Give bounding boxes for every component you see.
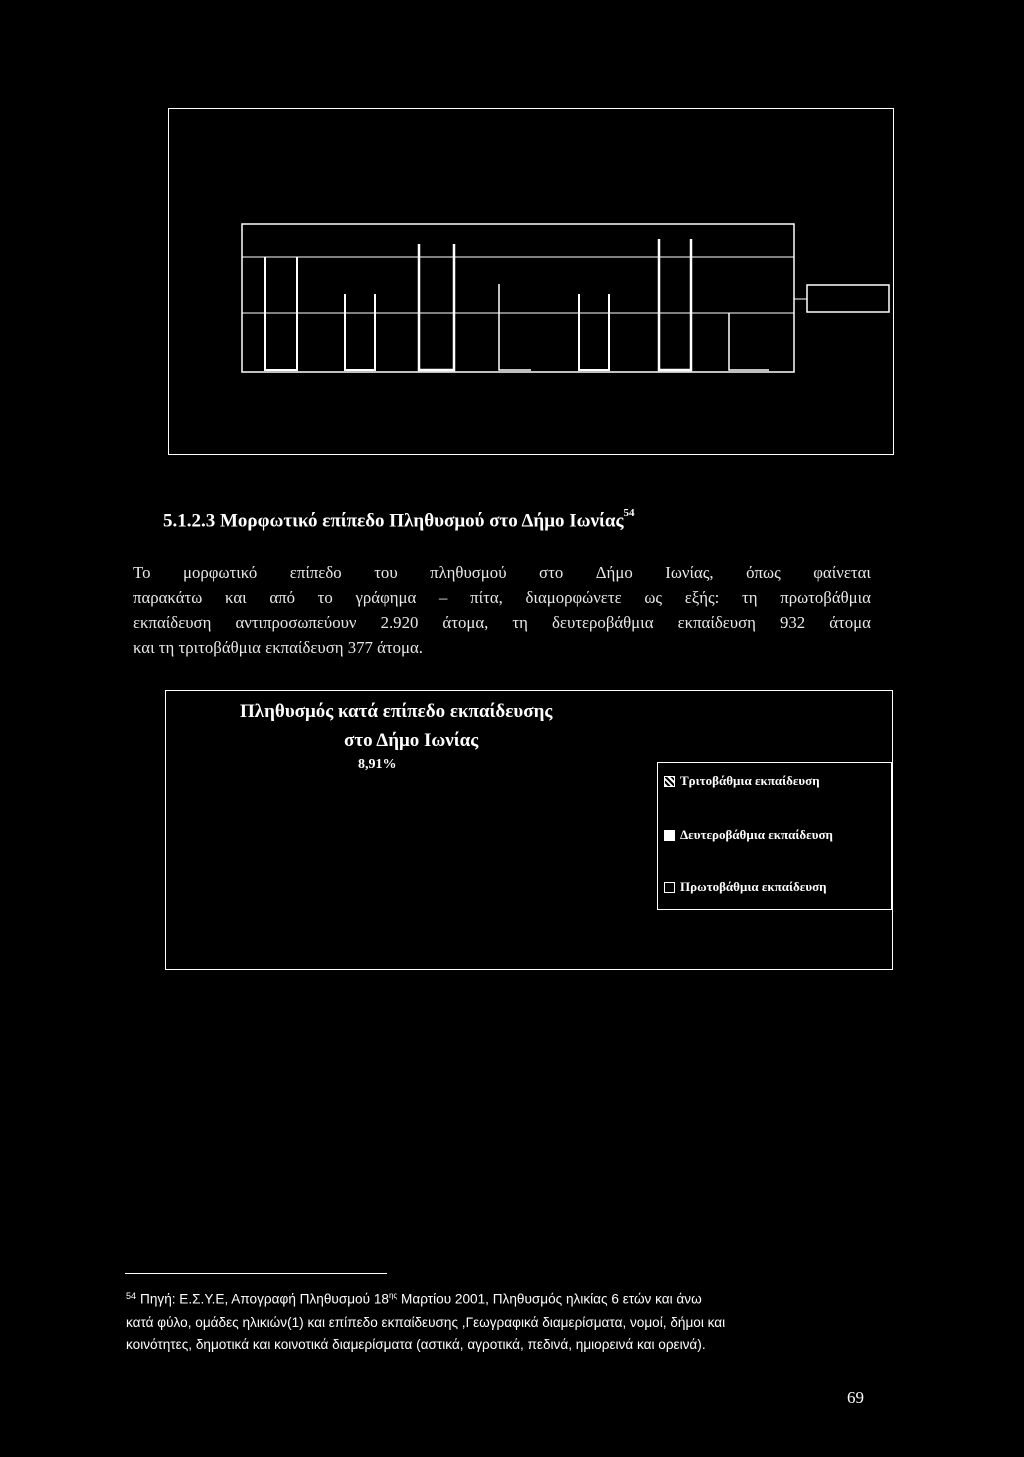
top-chart-figure [168, 108, 894, 455]
legend-item-tertiary [664, 773, 820, 789]
top-bar-4 [499, 284, 531, 370]
top-bar-3 [419, 244, 454, 370]
footnote-number: 54 [126, 1290, 137, 1301]
footnote-line-3: κοινότητες, δημοτικά και κοινοτικά διαμερίσματα (αστικά, αγροτικά, πεδινά, ημιορεινά και ορεινά). [126, 1336, 706, 1352]
top-chart-graphic [169, 109, 895, 456]
chart-legend [657, 762, 892, 910]
legend-item-secondary [664, 827, 833, 843]
legend-label-secondary: Δευτεροβάθμια εκπαίδευση [680, 827, 833, 842]
legend-swatch-solid [664, 830, 675, 841]
legend-label-tertiary: Τριτοβάθμια εκπαίδευση [680, 773, 820, 788]
section-footnote-ref: 54 [623, 507, 635, 519]
top-bar-7 [729, 313, 769, 370]
section-heading [163, 507, 635, 532]
footnote-line-2: κατά φύλο, ομάδες ηλικιών(1) και επίπεδο εκπαίδευσης ,Γεωγραφικά διαμερίσματα, νομοί, δήμοι και [126, 1314, 726, 1330]
footnote-separator [125, 1273, 387, 1274]
chart-title-line-2: στο Δήμο Ιωνίας [344, 730, 479, 751]
legend-swatch-hatched [664, 776, 675, 787]
top-bar-2 [345, 294, 375, 370]
paragraph-line-2: παρακάτω και από το γράφημα – πίτα, διαμορφώνετε ως εξής: τη πρωτοβάθμια [133, 588, 871, 607]
legend-swatch-empty [664, 882, 675, 893]
paragraph-line-1: Το μορφωτικό επίπεδο του πληθυσμού στο Δήμο Ιωνίας, όπως φαίνεται [133, 563, 871, 582]
top-bar-5 [579, 294, 609, 370]
section-title: Μορφωτικό επίπεδο Πληθυσμού στο Δήμο Ιωνίας [220, 510, 624, 532]
top-bar-6 [659, 239, 691, 370]
pie-slice-label-tertiary: 8,91% [358, 757, 397, 772]
top-chart-plot-area [242, 224, 794, 372]
top-chart-legend [807, 285, 889, 312]
footnote-line-1: $^{54}$ Πηγή: Ε.Σ.Υ.Ε, Απογραφή Πληθυσμού $18^{\eta\varsigma}$ Μαρτίου 2001, Πληθυσμός ηλικίας 6 ετών και άνω [126, 1290, 702, 1307]
page-number: 69 [847, 1388, 864, 1407]
paragraph-line-3: εκπαίδευση αντιπροσωπεύουν 2.920 άτομα, τη δευτεροβάθμια εκπαίδευση 932 άτομα [133, 613, 871, 632]
legend-item-primary [664, 879, 827, 895]
body-paragraph [133, 560, 871, 660]
chart-title-line-1: Πληθυσμός κατά επίπεδο εκπαίδευσης [240, 701, 553, 722]
footnote [126, 1285, 870, 1356]
paragraph-line-4: και τη τριτοβάθμια εκπαίδευση 377 άτομα. [133, 638, 424, 657]
legend-label-primary: Πρωτοβάθμια εκπαίδευση [680, 879, 827, 894]
section-number: 5.1.2.3 [163, 510, 216, 532]
